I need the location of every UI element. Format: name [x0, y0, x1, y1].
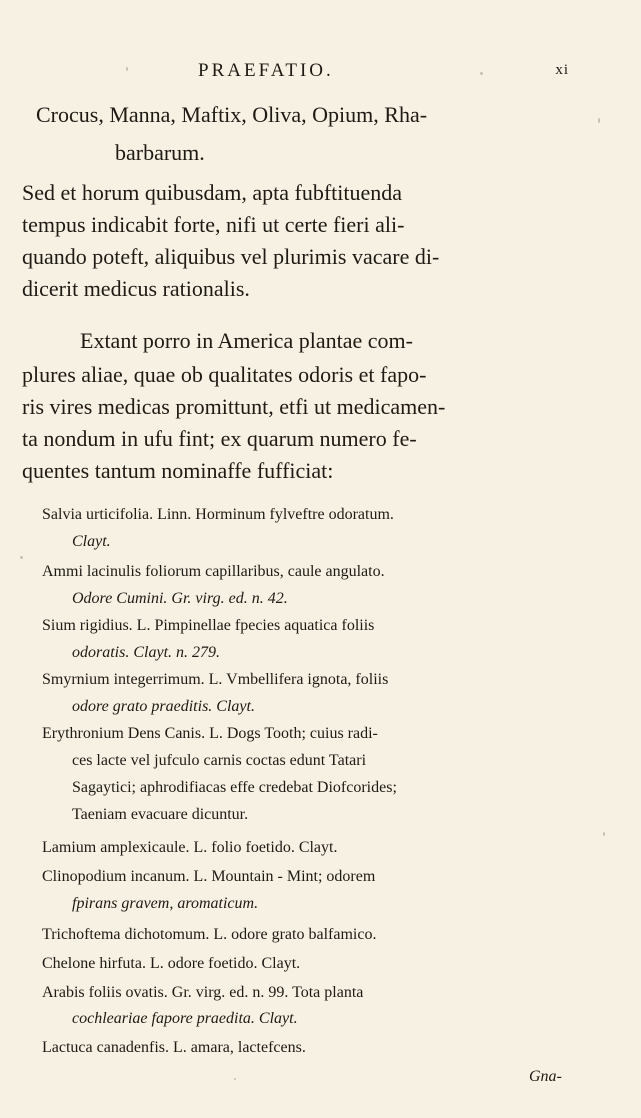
page-number: xi: [555, 62, 569, 78]
plant-entry-line: Trichoftema dichotomum. L. odore grato balfamico.: [42, 926, 377, 943]
plant-entry-line: Clinopodium incanum. L. Mountain - Mint; odorem: [42, 868, 376, 885]
paragraph1-line-1: Sed et horum quibusdam, apta fubftituenda: [22, 180, 403, 205]
running-header: [0, 60, 641, 86]
paragraph1-line-2: tempus indicabit forte, nifi ut certe fieri ali-: [22, 212, 405, 237]
drug-list-line-1: Crocus, Manna, Maftix, Oliva, Opium, Rha-: [36, 102, 428, 127]
plant-entry-line: Sagaytici; aphrodifiacas effe credebat Diofcorides;: [72, 779, 397, 796]
paper-speck: [234, 1078, 236, 1080]
paragraph2-line-4: ta nondum in ufu fint; ex quarum numero fe-: [22, 426, 417, 451]
plant-entry-line: odoratis. Clayt. n. 279.: [72, 644, 221, 661]
drug-list-line-2: barbarum.: [115, 140, 205, 165]
paragraph2-line-5: quentes tantum nominaffe fufficiat:: [22, 458, 334, 483]
plant-entry-line: Lactuca canadenfis. L. amara, lactefcens.: [42, 1039, 306, 1056]
plant-entry-line: Sium rigidius. L. Pimpinellae fpecies aquatica foliis: [42, 617, 375, 634]
paragraph2-line-1: Extant porro in America plantae com-: [80, 328, 413, 353]
plant-entry-line: cochleariae fapore praedita. Clayt.: [72, 1010, 298, 1027]
plant-entry-line: Erythronium Dens Canis. L. Dogs Tooth; cuius radi-: [42, 725, 378, 742]
paragraph1-line-4: dicerit medicus rationalis.: [22, 276, 250, 301]
plant-entry-line: Lamium amplexicaule. L. folio foetido. Clayt.: [42, 839, 338, 856]
plant-entry-line: Chelone hirfuta. L. odore foetido. Clayt.: [42, 955, 301, 972]
paper-speck: [603, 832, 605, 836]
paper-speck: [598, 118, 600, 123]
paragraph2-line-3: ris vires medicas promittunt, etfi ut medicamen-: [22, 394, 446, 419]
plant-entry-line: Taeniam evacuare dicuntur.: [72, 806, 249, 823]
plant-entry-line: Ammi lacinulis foliorum capillaribus, caule angulato.: [42, 563, 385, 580]
plant-entry-line: Clayt.: [72, 533, 111, 550]
plant-entry-line: fpirans gravem, aromaticum.: [72, 895, 259, 912]
plant-entry-line: Odore Cumini. Gr. virg. ed. n. 42.: [72, 590, 288, 607]
paper-speck: [480, 72, 483, 75]
paper-speck: [20, 556, 23, 559]
plant-entry-line: ces lacte vel jufculo carnis coctas edunt Tatari: [72, 752, 367, 769]
plant-entry-line: Salvia urticifolia. Linn. Horminum fylveftre odoratum.: [42, 506, 394, 523]
paragraph2-line-2: plures aliae, quae ob qualitates odoris et fapo-: [22, 362, 427, 387]
catchword: Gna-: [529, 1068, 562, 1085]
plant-entry-line: Arabis foliis ovatis. Gr. virg. ed. n. 99. Tota planta: [42, 984, 364, 1001]
header-title: PRAEFATIO.: [198, 60, 334, 81]
paper-speck: [126, 67, 128, 71]
plant-entry-line: Smyrnium integerrimum. L. Vmbellifera ignota, foliis: [42, 671, 389, 688]
plant-entry-line: odore grato praeditis. Clayt.: [72, 698, 255, 715]
paragraph1-line-3: quando poteft, aliquibus vel plurimis vacare di-: [22, 244, 440, 269]
